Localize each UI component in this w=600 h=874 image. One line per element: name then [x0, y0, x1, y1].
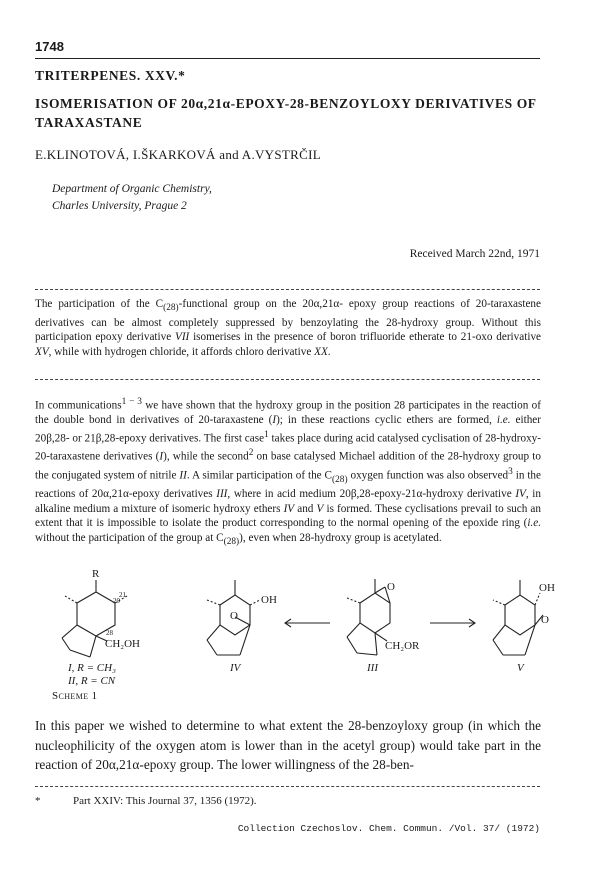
compound-label-iv: IV: [230, 662, 241, 674]
affiliation-university: Charles University, Prague 2: [52, 200, 187, 212]
compound-label-ii: II, R = CN: [68, 675, 116, 687]
footnote-rule: [35, 786, 540, 787]
affiliation: [52, 181, 212, 215]
reaction-scheme: [35, 565, 555, 715]
header-rule: [35, 58, 540, 59]
abstract-bottom-rule: [35, 379, 540, 380]
abstract-top-rule: [35, 289, 540, 290]
hydroxy-label-iv: OH: [261, 594, 277, 606]
compound-label-v: V: [517, 662, 524, 674]
article-title: ISOMERISATION OF 20α,21α-EPOXY-28-BENZOYLOXY DERIVATIVES OF TARAXASTANE: [35, 96, 537, 130]
scheme-caption: Scheme 1: [52, 690, 98, 702]
ch2or-label: CH₂OR: [385, 640, 420, 652]
footnote: [35, 795, 257, 807]
structure-iv: [207, 580, 277, 655]
hydroxy-label-v: OH: [539, 582, 555, 594]
footnote-text: Part XXIV: This Journal 37, 1356 (1972).: [73, 795, 257, 807]
abstract: The participation of the $C_{(28)}$-functional group on the 20α,21α- epoxy group reactions of 20-taraxastene derivatives can be almost completely suppressed by benzoylating the 28-hydroxy group. Without this participation epoxy derivative VII isomerises in the presence of boron trifluoride etherate to 21-oxo derivative XV, while with hydrogen chloride, it affords chloro derivative XX.: [35, 298, 542, 359]
locant-21: 21: [119, 591, 126, 599]
series-title: TRITERPENES. XXV.*: [35, 68, 186, 83]
r-substituent-label: R: [92, 568, 100, 580]
compound-label-i: I, R = CH₃: [68, 662, 116, 674]
received-date: Received March 22nd, 1971: [409, 248, 540, 260]
journal-footer: Collection Czechoslov. Chem. Commun. /Vol. 37/ (1972): [237, 823, 540, 834]
authors: E.KLINOTOVÁ, I.ŠKARKOVÁ and A.VYSTRČIL: [35, 147, 321, 162]
structure-v: [493, 580, 555, 655]
intro-paragraph: In communications$^{1 - 3}$ we have shown that the hydroxy group in the position 28 participates in the reaction of the double bond in derivatives of 20-taraxastene (I); in these reactions cyclic ethers are formed, i.e. either 20β,28- or 21β,28-epoxy derivatives. The first case$^1$ takes place during acid catalysed cyclisation of 28-hydroxy-20-taraxastene derivatives (I), while the second$^2$ on base catalysed Michael addition of the 28-hydroxy group to the conjugated system of nitrile II. A similar participation of the $C_{(28)}$ oxygen function was also observed$^3$ in the reactions of 20α,21α-epoxy derivatives III, where in acid medium 20β,28-epoxy-21α-hydroxy derivative IV, in alkaline medium a mixture of isomeric hydroxy ethers IV and V is formed. These cyclisations prevail to such an extent that it is impossible to isolate the product corresponding to the normal opening of the epoxide ring (i.e. without the participation of the group at $C_{(28)}$), even when 28-hydroxy group is acetylated.: [35, 397, 541, 548]
ch2oh-label: CH₂OH: [105, 638, 141, 650]
epoxide-oxygen-iii: O: [387, 581, 395, 593]
locant-28: 28: [106, 629, 113, 637]
ether-oxygen-v: O: [541, 614, 549, 626]
compound-label-iii: III: [367, 662, 378, 674]
body-paragraph: In this paper we wished to determine to what extent the 28-benzoyloxy group (in which the nucleophilicity of the oxygen atom is lower than in the acetyl group) would take part in the reaction of 20α,21α-epoxy group. The lower willingness of the 28-ben-: [35, 718, 541, 772]
structure-iii: [347, 579, 420, 655]
footnote-mark: *: [35, 795, 41, 807]
ether-oxygen-iv: O: [230, 610, 238, 622]
page-number: 1748: [35, 39, 64, 54]
locant-20: 20: [113, 597, 120, 605]
structure-i-ii: [62, 568, 140, 657]
affiliation-department: Department of Organic Chemistry,: [52, 183, 212, 195]
